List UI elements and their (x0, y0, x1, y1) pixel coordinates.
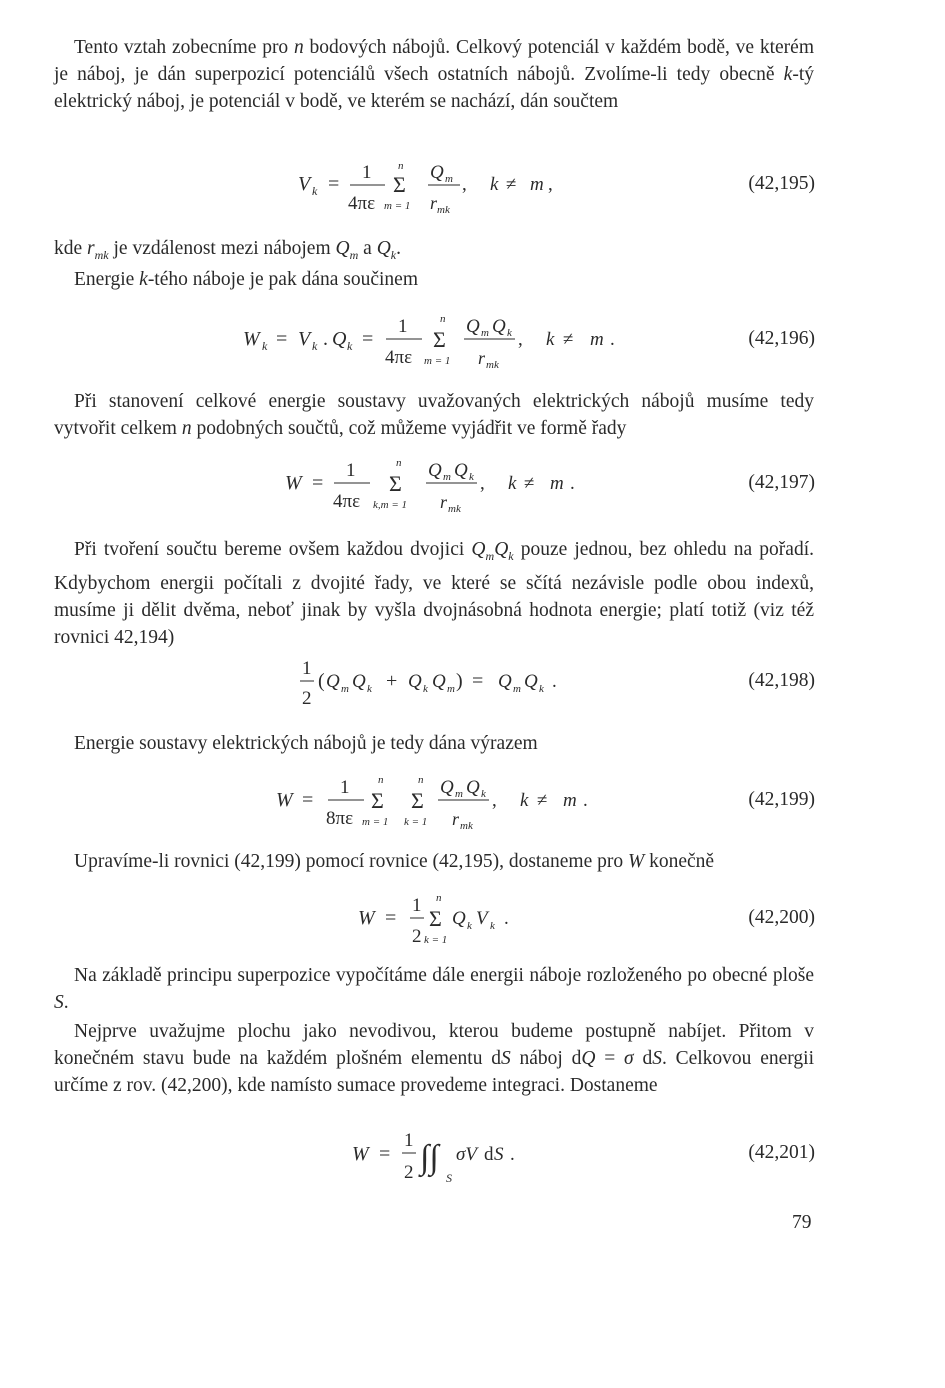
svg-text:m = 1: m = 1 (362, 816, 389, 828)
svg-text:m: m (481, 327, 489, 339)
svg-text:Σ: Σ (411, 788, 424, 813)
svg-text:1: 1 (412, 895, 422, 916)
svg-text:W: W (352, 1143, 369, 1165)
svg-text:σV: σV (456, 1144, 477, 1165)
svg-text:Q: Q (428, 460, 442, 481)
svg-text:=: = (385, 907, 397, 929)
svg-text:Q: Q (492, 316, 506, 337)
svg-text:(: ( (318, 670, 325, 692)
svg-text:S: S (446, 1171, 452, 1185)
svg-text:,: , (462, 174, 467, 195)
svg-text:=: = (276, 328, 288, 350)
equation-number: (42,199) (748, 789, 815, 810)
svg-text:+: + (386, 670, 398, 692)
svg-text:W: W (243, 328, 260, 350)
svg-text:m: m (341, 683, 349, 695)
svg-text:≠: ≠ (563, 329, 574, 350)
equation-number: (42,195) (748, 173, 815, 194)
paragraph-9: Nejprve uvažujme plochu jako nevodivou, kterou budeme postupně nabíjet. Přitom v konečném stavu bude na každém plošném elementu dS náboj dQ = σ dS. Celkovou energii určíme z rov. (42,200), kde namísto sumace provedeme integraci. Dostaneme (54, 1021, 815, 1096)
svg-text:Q: Q (440, 777, 454, 798)
svg-text:.: . (610, 329, 615, 350)
svg-text:Σ: Σ (429, 906, 442, 931)
svg-text:Q: Q (454, 460, 468, 481)
svg-text:1: 1 (346, 460, 356, 481)
svg-text:W: W (358, 907, 375, 929)
svg-text:): ) (456, 670, 463, 692)
svg-text:,: , (548, 174, 553, 195)
svg-text:V: V (298, 173, 311, 195)
svg-text:m: m (513, 683, 521, 695)
svg-text:m: m (455, 788, 463, 800)
svg-text:k: k (546, 329, 555, 350)
equation-number: (42,198) (748, 670, 815, 691)
svg-text:m: m (550, 473, 564, 494)
svg-text:1: 1 (398, 316, 408, 337)
svg-text:m: m (447, 683, 455, 695)
svg-text:mk: mk (460, 820, 473, 832)
svg-text:k: k (312, 339, 318, 353)
svg-text:n: n (396, 457, 402, 469)
svg-text:m = 1: m = 1 (384, 200, 411, 212)
svg-text:2: 2 (302, 688, 312, 709)
svg-text:1: 1 (404, 1130, 414, 1151)
svg-text:r: r (452, 809, 460, 829)
svg-text:d: d (484, 1144, 494, 1165)
svg-text:=: = (362, 328, 374, 350)
svg-text:S: S (494, 1144, 504, 1165)
svg-text:k: k (490, 174, 499, 195)
svg-text:W: W (285, 472, 302, 494)
svg-text:n: n (378, 774, 384, 786)
svg-text:,: , (492, 790, 497, 811)
svg-text:n: n (440, 313, 446, 325)
svg-text:k: k (539, 683, 544, 695)
svg-text:W: W (276, 789, 293, 811)
svg-text:r: r (478, 348, 486, 368)
svg-text:r: r (440, 492, 448, 512)
svg-text:k = 1: k = 1 (404, 816, 428, 828)
svg-text:≠: ≠ (506, 174, 517, 195)
svg-text:k = 1: k = 1 (424, 934, 448, 946)
svg-text:mk: mk (437, 204, 450, 216)
svg-text:m: m (590, 329, 604, 350)
svg-text:V: V (298, 328, 311, 350)
paragraph-5: Při tvoření součtu bereme ovšem každou dvojici $Q_mQ_k$ pouze jednou, bez ohledu na pořadí. Kdybychom energii počítali z dvojité řady, ve které se sčítá nezávisle podle obou indexů, musíme ji dělit dvěma, neboť jinak by vyšla dvojnásobná hodnota energie; platí totiž (viz též rovnici 42,194) (54, 539, 814, 648)
svg-text:k: k (367, 683, 372, 695)
svg-text:2: 2 (412, 926, 422, 947)
equation-number: (42,196) (748, 328, 815, 349)
svg-text:4πε: 4πε (348, 193, 376, 214)
svg-text:V: V (476, 908, 488, 929)
svg-text:m: m (443, 471, 451, 483)
svg-text:4πε: 4πε (385, 347, 413, 368)
svg-text:n: n (436, 892, 442, 904)
svg-text:r: r (430, 193, 438, 213)
svg-text:Q: Q (524, 671, 538, 692)
svg-text:Q: Q (466, 777, 480, 798)
svg-text:∫∫: ∫∫ (420, 1139, 439, 1176)
svg-text:,: , (480, 473, 485, 494)
svg-text:k: k (490, 920, 495, 932)
svg-text:4πε: 4πε (333, 491, 361, 512)
svg-text:k,m = 1: k,m = 1 (373, 499, 407, 511)
svg-text:Q: Q (432, 671, 446, 692)
svg-text:.: . (510, 1144, 515, 1165)
svg-text:≠: ≠ (524, 473, 535, 494)
svg-text:=: = (302, 789, 314, 811)
equation-42-197 (0, 452, 945, 522)
svg-text:n: n (398, 160, 404, 172)
svg-text:k: k (507, 327, 512, 339)
svg-text:,: , (518, 329, 523, 350)
paragraph-3: Energie k-tého náboje je pak dána součinem (74, 269, 419, 290)
svg-text:m: m (563, 790, 577, 811)
paragraph-8: Na základě principu superpozice vypočítáme dále energii náboje rozloženého po obecné ploše S. (54, 965, 814, 1013)
equation-number: (42,200) (748, 907, 815, 928)
svg-text:Σ: Σ (371, 788, 384, 813)
svg-text:.: . (504, 908, 509, 929)
equation-42-198 (0, 652, 945, 722)
svg-text:Q: Q (430, 162, 444, 183)
svg-text:=: = (472, 670, 484, 692)
svg-text:k: k (423, 683, 428, 695)
svg-text:Q: Q (332, 328, 347, 350)
equation-42-200 (0, 886, 945, 956)
svg-text:k: k (262, 339, 268, 353)
svg-text:k: k (312, 184, 318, 198)
svg-text:1: 1 (340, 777, 350, 798)
svg-text:m: m (445, 173, 453, 185)
svg-text:k: k (520, 790, 529, 811)
svg-text:m = 1: m = 1 (424, 355, 451, 367)
paragraph-4: Při stanovení celkové energie soustavy uvažovaných elektrických nábojů musíme tedy vytvořit celkem n podobných součtů, což můžeme vyjádřit ve formě řady (54, 391, 814, 439)
paragraph-1-text: Tento vztah zobecníme pro n bodových nábojů. Celkový potenciál v každém bodě, ve kterém je náboj, je dán superpozicí potenciálů všech ostatních nábojů. Zvolíme-li tedy obecně k-tý elektrický náboj, je potenciál v bodě, ve kterém se nachází, dán součtem (54, 37, 814, 112)
paragraph-6: Energie soustavy elektrických nábojů je tedy dána výrazem (74, 733, 538, 754)
svg-text:Q: Q (352, 671, 366, 692)
equation-number: (42,197) (748, 472, 815, 493)
svg-text:k: k (347, 339, 353, 353)
equation-42-201 (0, 1120, 945, 1190)
svg-text:=: = (328, 173, 340, 195)
svg-text:Σ: Σ (433, 327, 446, 352)
svg-text:Q: Q (466, 316, 480, 337)
svg-text:.: . (583, 790, 588, 811)
svg-text:mk: mk (448, 503, 461, 515)
svg-text:Q: Q (408, 671, 422, 692)
svg-text:.: . (323, 328, 328, 350)
svg-text:Q: Q (452, 908, 466, 929)
svg-text:k: k (508, 473, 517, 494)
equation-42-199 (0, 768, 945, 838)
svg-text:m: m (530, 174, 544, 195)
svg-text:n: n (418, 774, 424, 786)
paragraph-1 (54, 34, 814, 115)
svg-text:Q: Q (498, 671, 512, 692)
paragraph-2: kde $r_{mk}$ je vzdálenost mezi nábojem $Q_m$ a $Q_k$. (54, 238, 401, 262)
svg-text:k: k (467, 920, 472, 932)
svg-text:=: = (379, 1143, 391, 1165)
page-number: 79 (792, 1212, 812, 1233)
svg-text:Σ: Σ (389, 471, 402, 496)
equation-42-196 (0, 308, 945, 378)
svg-text:k: k (481, 788, 486, 800)
svg-text:mk: mk (486, 359, 499, 371)
svg-text:1: 1 (302, 658, 312, 679)
svg-text:k: k (469, 471, 474, 483)
svg-text:=: = (312, 472, 324, 494)
svg-text:2: 2 (404, 1162, 414, 1183)
svg-text:.: . (552, 671, 557, 692)
equation-42-195 (0, 155, 945, 225)
svg-text:Σ: Σ (393, 172, 406, 197)
svg-text:Q: Q (326, 671, 340, 692)
equation-number: (42,201) (748, 1142, 815, 1163)
svg-text:.: . (570, 473, 575, 494)
paragraph-7: Upravíme-li rovnici (42,199) pomocí rovnice (42,195), dostaneme pro W konečně (74, 851, 715, 872)
svg-text:≠: ≠ (537, 790, 548, 811)
svg-text:8πε: 8πε (326, 808, 354, 829)
svg-text:1: 1 (362, 162, 372, 183)
